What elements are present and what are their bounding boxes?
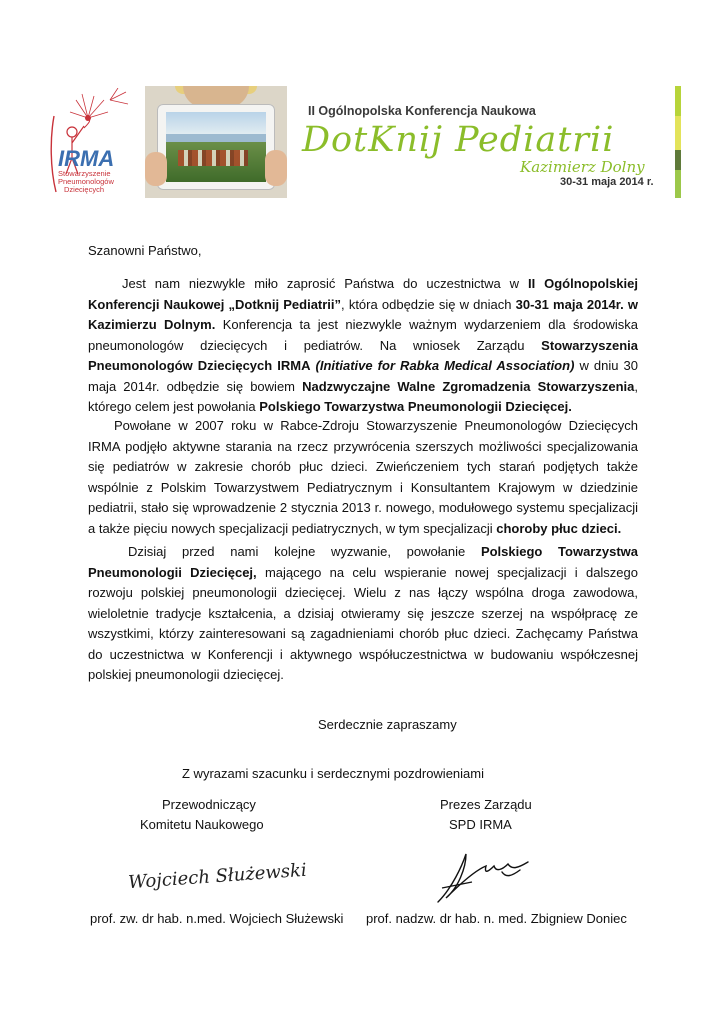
conference-place: Kazimierz Dolny [520, 158, 645, 176]
p1-text: w dniu 30 maja 2014r. odbędzie się bowiem [88, 358, 638, 394]
p2-text: Powołane w 2007 roku w Rabce-Zdroju Stowarzyszenie Pneumonologów Dziecięcych IRMA podjęło aktywne starania na rzecz przywrócenia szerszych możliwości specjalizowania się pediatrów w zakresie chorób płuc dzieci. Zwieńczeniem tych starań podjętych także wspólnie z Polskim Towarzystwem Pediatrycznym i Konsultantem Krajowym w dziedzinie pediatrii, stało się wprowadzenie 2 stycznia 2013 r. nowego, modułowego systemu specjalizacji a także pięciu nowych specjalizacji pediatrycznych, w tym specjalizacji [88, 418, 638, 536]
conference-title: II Ogólnopolska Konferencja Naukowa [308, 104, 536, 118]
landscape-image [166, 112, 266, 182]
p3-society: Polskiego Towarzystwa Pneumonologii Dziecięcej, [88, 544, 639, 580]
logo-line-1: Stowarzyszenie [58, 169, 111, 178]
p1-date-place: 30-31 maja 2014r. w Kazimierzu Dolnym. [88, 296, 638, 332]
signatory-2-role-line-2: SPD IRMA [449, 817, 512, 832]
signatory-2-name: prof. nadzw. dr hab. n. med. Zbigniew Doniec [366, 911, 627, 926]
p1-society: Polskiego Towarzystwa Pneumonologii Dziecięcej. [259, 399, 572, 414]
regards: Z wyrazami szacunku i serdecznymi pozdrowieniami [182, 766, 484, 781]
logo-subtitle [58, 170, 114, 194]
logo-name: IRMA [58, 146, 115, 171]
signature-1: Wojciech Służewski [127, 859, 308, 894]
p3-text: mającego na celu wspieranie nowej specjalizacji i dalszego rozwoju polskiej pneumonologii dziecięcej. Wielu z nas łączy wspólna droga zawodowa, wieloletnie tradycje kształcenia, a dzisiaj otwieramy się jeszcze szerzej na współpracę ze wszystkimi, którzy zainteresowani są zagadnieniami chorób płuc dzieci. Zachęcamy Państwa do uczestnictwa w Konferencji i aktywnego współuczestnictwa w budowaniu współczesnej polskiej pneumonologii dziecięcej. [88, 564, 638, 682]
p1-association-en: (Initiative for Rabka Medical Association) [315, 358, 575, 373]
p2-specialization: choroby płuc dzieci. [496, 520, 622, 536]
p1-text: Jest nam niezwykle miło zaprosić Państwa do uczestnictwa w [122, 276, 528, 291]
p1-conference: II Ogólnopolskiej Konferencji Naukowej „Dotknij Pediatrii” [88, 276, 638, 312]
paragraph-2 [88, 416, 638, 539]
accent-bar-1 [675, 86, 681, 116]
signature-2 [432, 848, 536, 906]
accent-bar-2 [675, 116, 681, 150]
p3-text: Dzisiaj przed nami kolejne wyzwanie, powołanie [128, 544, 481, 559]
logo-line-3: Dziecięcych [64, 185, 105, 194]
irma-logo [48, 88, 138, 196]
p1-association: Stowarzyszenia Pneumonologów Dziecięcych IRMA [88, 337, 638, 373]
signatory-1-role-line-2: Komitetu Naukowego [140, 817, 264, 832]
signatory-1-name: prof. zw. dr hab. n.med. Wojciech Służewski [90, 911, 344, 926]
paragraph-3 [88, 542, 638, 686]
child-with-tablet-photo [145, 86, 287, 198]
accent-bar-3 [675, 150, 681, 170]
p1-text: Konferencja ta jest niezwykle ważnym wydarzeniem dla środowiska pneumonologów dziecięcych i pediatrów. Na wniosek Zarządu [88, 317, 638, 353]
conference-dates: 30-31 maja 2014 r. [560, 176, 654, 188]
signatory-2-role-line-1: Prezes Zarządu [440, 797, 532, 812]
accent-bar-4 [675, 170, 681, 198]
p1-text: , która odbędzie się w dniach [341, 296, 516, 312]
closing: Serdecznie zapraszamy [318, 717, 457, 732]
paragraph-1 [88, 274, 638, 418]
p1-assembly: Nadzwyczajne Walne Zgromadzenia Stowarzyszenia [302, 378, 635, 394]
logo-line-2: Pneumonologów [58, 177, 114, 186]
signatory-1-role-line-1: Przewodniczący [162, 797, 256, 812]
conference-name: DotKnij Pediatrii [302, 120, 615, 160]
salutation: Szanowni Państwo, [88, 243, 202, 258]
p1-text: , którego celem jest powołania [88, 378, 639, 414]
